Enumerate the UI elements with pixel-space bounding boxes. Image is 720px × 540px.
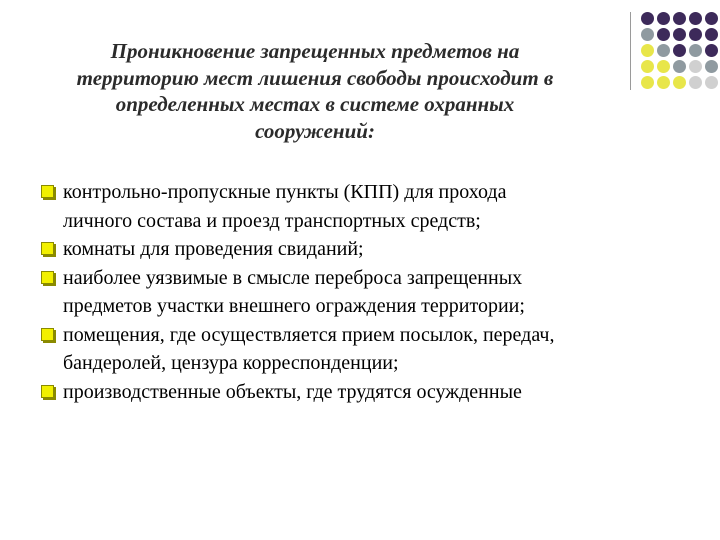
list-item-text: наиболее уязвимые в смысле переброса запрещенных bbox=[63, 266, 523, 289]
square-bullet-icon bbox=[41, 385, 54, 398]
list-item-text: комнаты для проведения свиданий; bbox=[63, 238, 364, 260]
bullet-list bbox=[40, 178, 700, 406]
list-item-text: предметов участки внешнего ограждения территории; bbox=[63, 295, 525, 317]
decorative-dot bbox=[673, 28, 686, 41]
decorative-dot bbox=[657, 12, 670, 25]
decorative-dot bbox=[689, 60, 702, 73]
decorative-dot bbox=[657, 76, 670, 89]
list-item-text: личного состава и проезд транспортных средств; bbox=[63, 209, 481, 232]
decorative-dot bbox=[673, 60, 686, 73]
square-bullet-icon bbox=[41, 328, 54, 341]
decorative-divider-line bbox=[630, 12, 631, 90]
square-bullet-icon bbox=[41, 271, 54, 284]
list-item bbox=[40, 264, 700, 321]
decorative-dot bbox=[673, 44, 686, 57]
list-item-text: помещения, где осуществляется прием посылок, передач, bbox=[63, 323, 555, 346]
decorative-dot bbox=[705, 76, 718, 89]
decorative-dot bbox=[705, 12, 718, 25]
decorative-dot bbox=[705, 60, 718, 73]
square-bullet-icon bbox=[41, 242, 54, 255]
slide-title bbox=[40, 38, 590, 144]
list-item bbox=[40, 378, 700, 407]
decorative-dot bbox=[689, 12, 702, 25]
decorative-dot bbox=[641, 76, 654, 89]
title-line: сооружений: bbox=[255, 118, 375, 143]
decorative-dot bbox=[641, 44, 654, 57]
list-item bbox=[40, 178, 700, 235]
title-line: Проникновение запрещенных предметов на bbox=[110, 39, 520, 63]
decorative-dot bbox=[689, 44, 702, 57]
list-item bbox=[40, 235, 700, 264]
decorative-dot bbox=[641, 60, 654, 73]
title-line: определенных местах в системе охранных bbox=[115, 92, 515, 116]
decorative-dot bbox=[705, 28, 718, 41]
decorative-dot bbox=[657, 28, 670, 41]
list-item-text: производственные объекты, где трудятся осужденные bbox=[63, 380, 522, 403]
decorative-dot-grid bbox=[641, 12, 719, 90]
decorative-dot bbox=[641, 28, 654, 41]
list-item-text: контрольно-пропускные пункты (КПП) для прохода bbox=[63, 181, 507, 203]
decorative-dot bbox=[657, 44, 670, 57]
decorative-dot bbox=[641, 12, 654, 25]
decorative-dot bbox=[689, 76, 702, 89]
decorative-dot bbox=[705, 44, 718, 57]
list-item-text: бандеролей, цензура корреспонденции; bbox=[63, 352, 399, 374]
decorative-dot bbox=[689, 28, 702, 41]
decorative-dot bbox=[673, 76, 686, 89]
decorative-dot bbox=[657, 60, 670, 73]
decorative-dot bbox=[673, 12, 686, 25]
square-bullet-icon bbox=[41, 185, 54, 198]
list-item bbox=[40, 321, 700, 378]
title-line: территорию мест лишения свободы происходит в bbox=[76, 65, 554, 90]
